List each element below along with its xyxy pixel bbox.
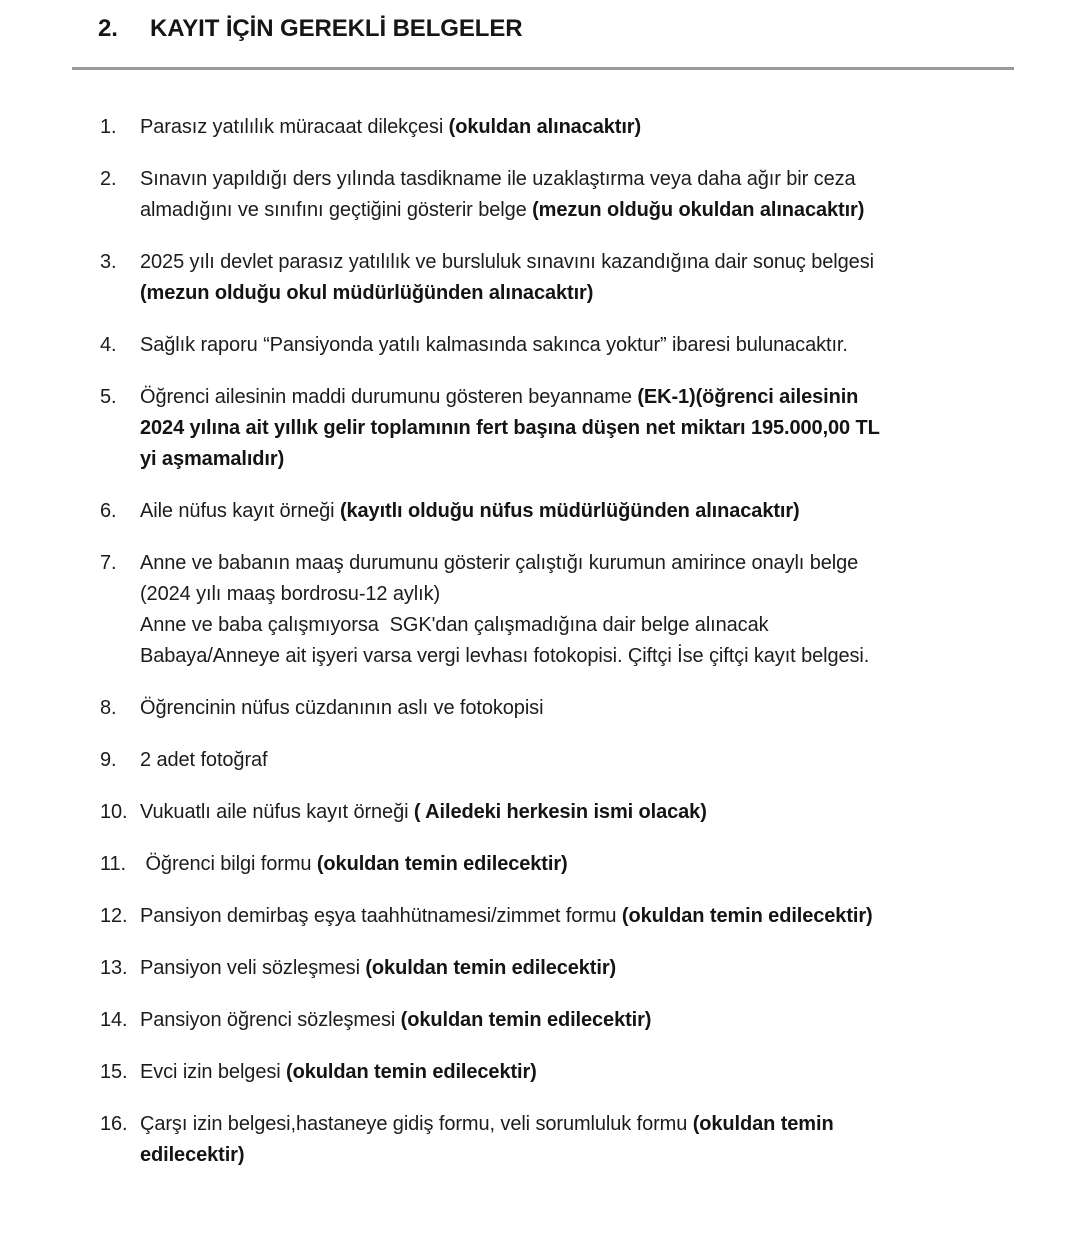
item-text-bold: (okuldan temin edilecektir) bbox=[400, 1009, 652, 1031]
item-text-bold: (okuldan temin edilecektir) bbox=[316, 853, 568, 875]
item-text: Öğrencinin nüfus cüzdanının aslı ve fotokopisi bbox=[140, 697, 544, 719]
item-text-bold: edilecektir) bbox=[140, 1144, 245, 1166]
item-content bbox=[140, 1109, 1014, 1171]
item-text: Sağlık raporu “Pansiyonda yatılı kalmasında sakınca yoktur” ibaresi bulunacaktır. bbox=[140, 334, 848, 356]
item-content bbox=[140, 548, 1014, 672]
item-text: 2 adet fotoğraf bbox=[140, 749, 268, 771]
item-content bbox=[140, 849, 1014, 880]
item-text: Pansiyon veli sözleşmesi bbox=[140, 957, 366, 979]
item-text-bold: (okuldan temin edilecektir) bbox=[621, 905, 873, 927]
item-content bbox=[140, 953, 1014, 984]
item-content bbox=[140, 1005, 1014, 1036]
item-content bbox=[140, 382, 1014, 475]
item-text: Sınavın yapıldığı ders yılında tasdikname ile uzaklaştırma veya daha ağır bir ceza bbox=[140, 168, 856, 190]
item-text-bold: (kayıtlı olduğu nüfus müdürlüğünden alınacaktır) bbox=[339, 500, 800, 522]
item-text: Evci izin belgesi bbox=[140, 1061, 287, 1083]
section-heading bbox=[98, 14, 1014, 44]
item-content bbox=[140, 1057, 1014, 1088]
item-number: 1. bbox=[100, 116, 117, 138]
item-text-bold: (mezun olduğu okuldan alınacaktır) bbox=[532, 199, 865, 221]
item-text: 2025 yılı devlet parasız yatılılık ve bursluluk sınavını kazandığına dair sonuç belgesi bbox=[140, 251, 874, 273]
list-item bbox=[100, 849, 1014, 880]
list-item bbox=[100, 382, 1014, 475]
item-number: 5. bbox=[100, 386, 117, 408]
heading-divider bbox=[72, 67, 1014, 70]
item-number: 2. bbox=[100, 168, 117, 190]
item-text: Öğrenci bilgi formu bbox=[140, 853, 317, 875]
item-content bbox=[140, 112, 1014, 143]
item-text-bold: yi aşmamalıdır) bbox=[140, 448, 285, 470]
section-number: 2. bbox=[98, 15, 118, 42]
item-content bbox=[140, 330, 1014, 361]
item-text-bold: 2024 yılına ait yıllık gelir toplamının fert başına düşen net miktarı 195.000,00 TL bbox=[140, 417, 880, 439]
item-text: Öğrenci ailesinin maddi durumunu gösteren beyanname bbox=[140, 386, 638, 408]
item-content bbox=[140, 247, 1014, 309]
item-content bbox=[140, 901, 1014, 932]
list-item bbox=[100, 548, 1014, 672]
item-number: 13. bbox=[100, 957, 128, 979]
item-content bbox=[140, 693, 1014, 724]
item-text-bold: ( Ailedeki herkesin ismi olacak) bbox=[413, 801, 707, 823]
list-item bbox=[100, 797, 1014, 828]
list-item bbox=[100, 330, 1014, 361]
item-number: 16. bbox=[100, 1113, 128, 1135]
item-number: 4. bbox=[100, 334, 117, 356]
item-text: Anne ve baba çalışmıyorsa SGK'dan çalışmadığına dair belge alınacak bbox=[140, 614, 769, 636]
item-text: Anne ve babanın maaş durumunu gösterir çalıştığı kurumun amirince onaylı belge bbox=[140, 552, 859, 574]
item-text-bold: (okuldan alınacaktır) bbox=[448, 116, 642, 138]
item-number: 9. bbox=[100, 749, 117, 771]
list-item bbox=[100, 164, 1014, 226]
item-number: 14. bbox=[100, 1009, 128, 1031]
item-number: 15. bbox=[100, 1061, 128, 1083]
item-number: 6. bbox=[100, 500, 117, 522]
item-text: (2024 yılı maaş bordrosu-12 aylık) bbox=[140, 583, 441, 605]
list-item bbox=[100, 496, 1014, 527]
list-item bbox=[100, 1005, 1014, 1036]
item-text: Parasız yatılılık müracaat dilekçesi bbox=[140, 116, 449, 138]
item-text-bold: (okuldan temin edilecektir) bbox=[286, 1061, 537, 1083]
item-text-bold: (mezun olduğu okul müdürlüğünden alınacaktır) bbox=[140, 282, 594, 304]
item-text: Aile nüfus kayıt örneği bbox=[140, 500, 340, 522]
item-text: almadığını ve sınıfını geçtiğini gösterir belge bbox=[140, 199, 533, 221]
item-text: Pansiyon öğrenci sözleşmesi bbox=[140, 1009, 401, 1031]
document-list bbox=[72, 112, 1014, 1171]
list-item bbox=[100, 112, 1014, 143]
list-item bbox=[100, 247, 1014, 309]
list-item bbox=[100, 693, 1014, 724]
item-number: 3. bbox=[100, 251, 117, 273]
item-content bbox=[140, 164, 1014, 226]
item-content bbox=[140, 745, 1014, 776]
item-text: Babaya/Anneye ait işyeri varsa vergi levhası fotokopisi. Çiftçi İse çiftçi kayıt belgesi. bbox=[140, 645, 870, 667]
item-number: 11. bbox=[100, 853, 127, 875]
list-item bbox=[100, 1109, 1014, 1171]
item-number: 7. bbox=[100, 552, 117, 574]
list-item bbox=[100, 953, 1014, 984]
list-item bbox=[100, 1057, 1014, 1088]
item-text-bold: (okuldan temin edilecektir) bbox=[365, 957, 617, 979]
item-text: Vukuatlı aile nüfus kayıt örneği bbox=[140, 801, 414, 823]
item-text: Pansiyon demirbaş eşya taahhütnamesi/zimmet formu bbox=[140, 905, 622, 927]
list-item bbox=[100, 901, 1014, 932]
item-text: Çarşı izin belgesi,hastaneye gidiş formu, veli sorumluluk formu bbox=[140, 1113, 693, 1135]
item-number: 10. bbox=[100, 801, 128, 823]
item-text-bold: (EK-1)(öğrenci ailesinin bbox=[637, 386, 859, 408]
item-text-bold: (okuldan temin bbox=[692, 1113, 834, 1135]
item-content bbox=[140, 496, 1014, 527]
page-title: KAYIT İÇİN GEREKLİ BELGELER bbox=[150, 15, 523, 42]
item-number: 12. bbox=[100, 905, 128, 927]
list-item bbox=[100, 745, 1014, 776]
item-number: 8. bbox=[100, 697, 117, 719]
item-content bbox=[140, 797, 1014, 828]
